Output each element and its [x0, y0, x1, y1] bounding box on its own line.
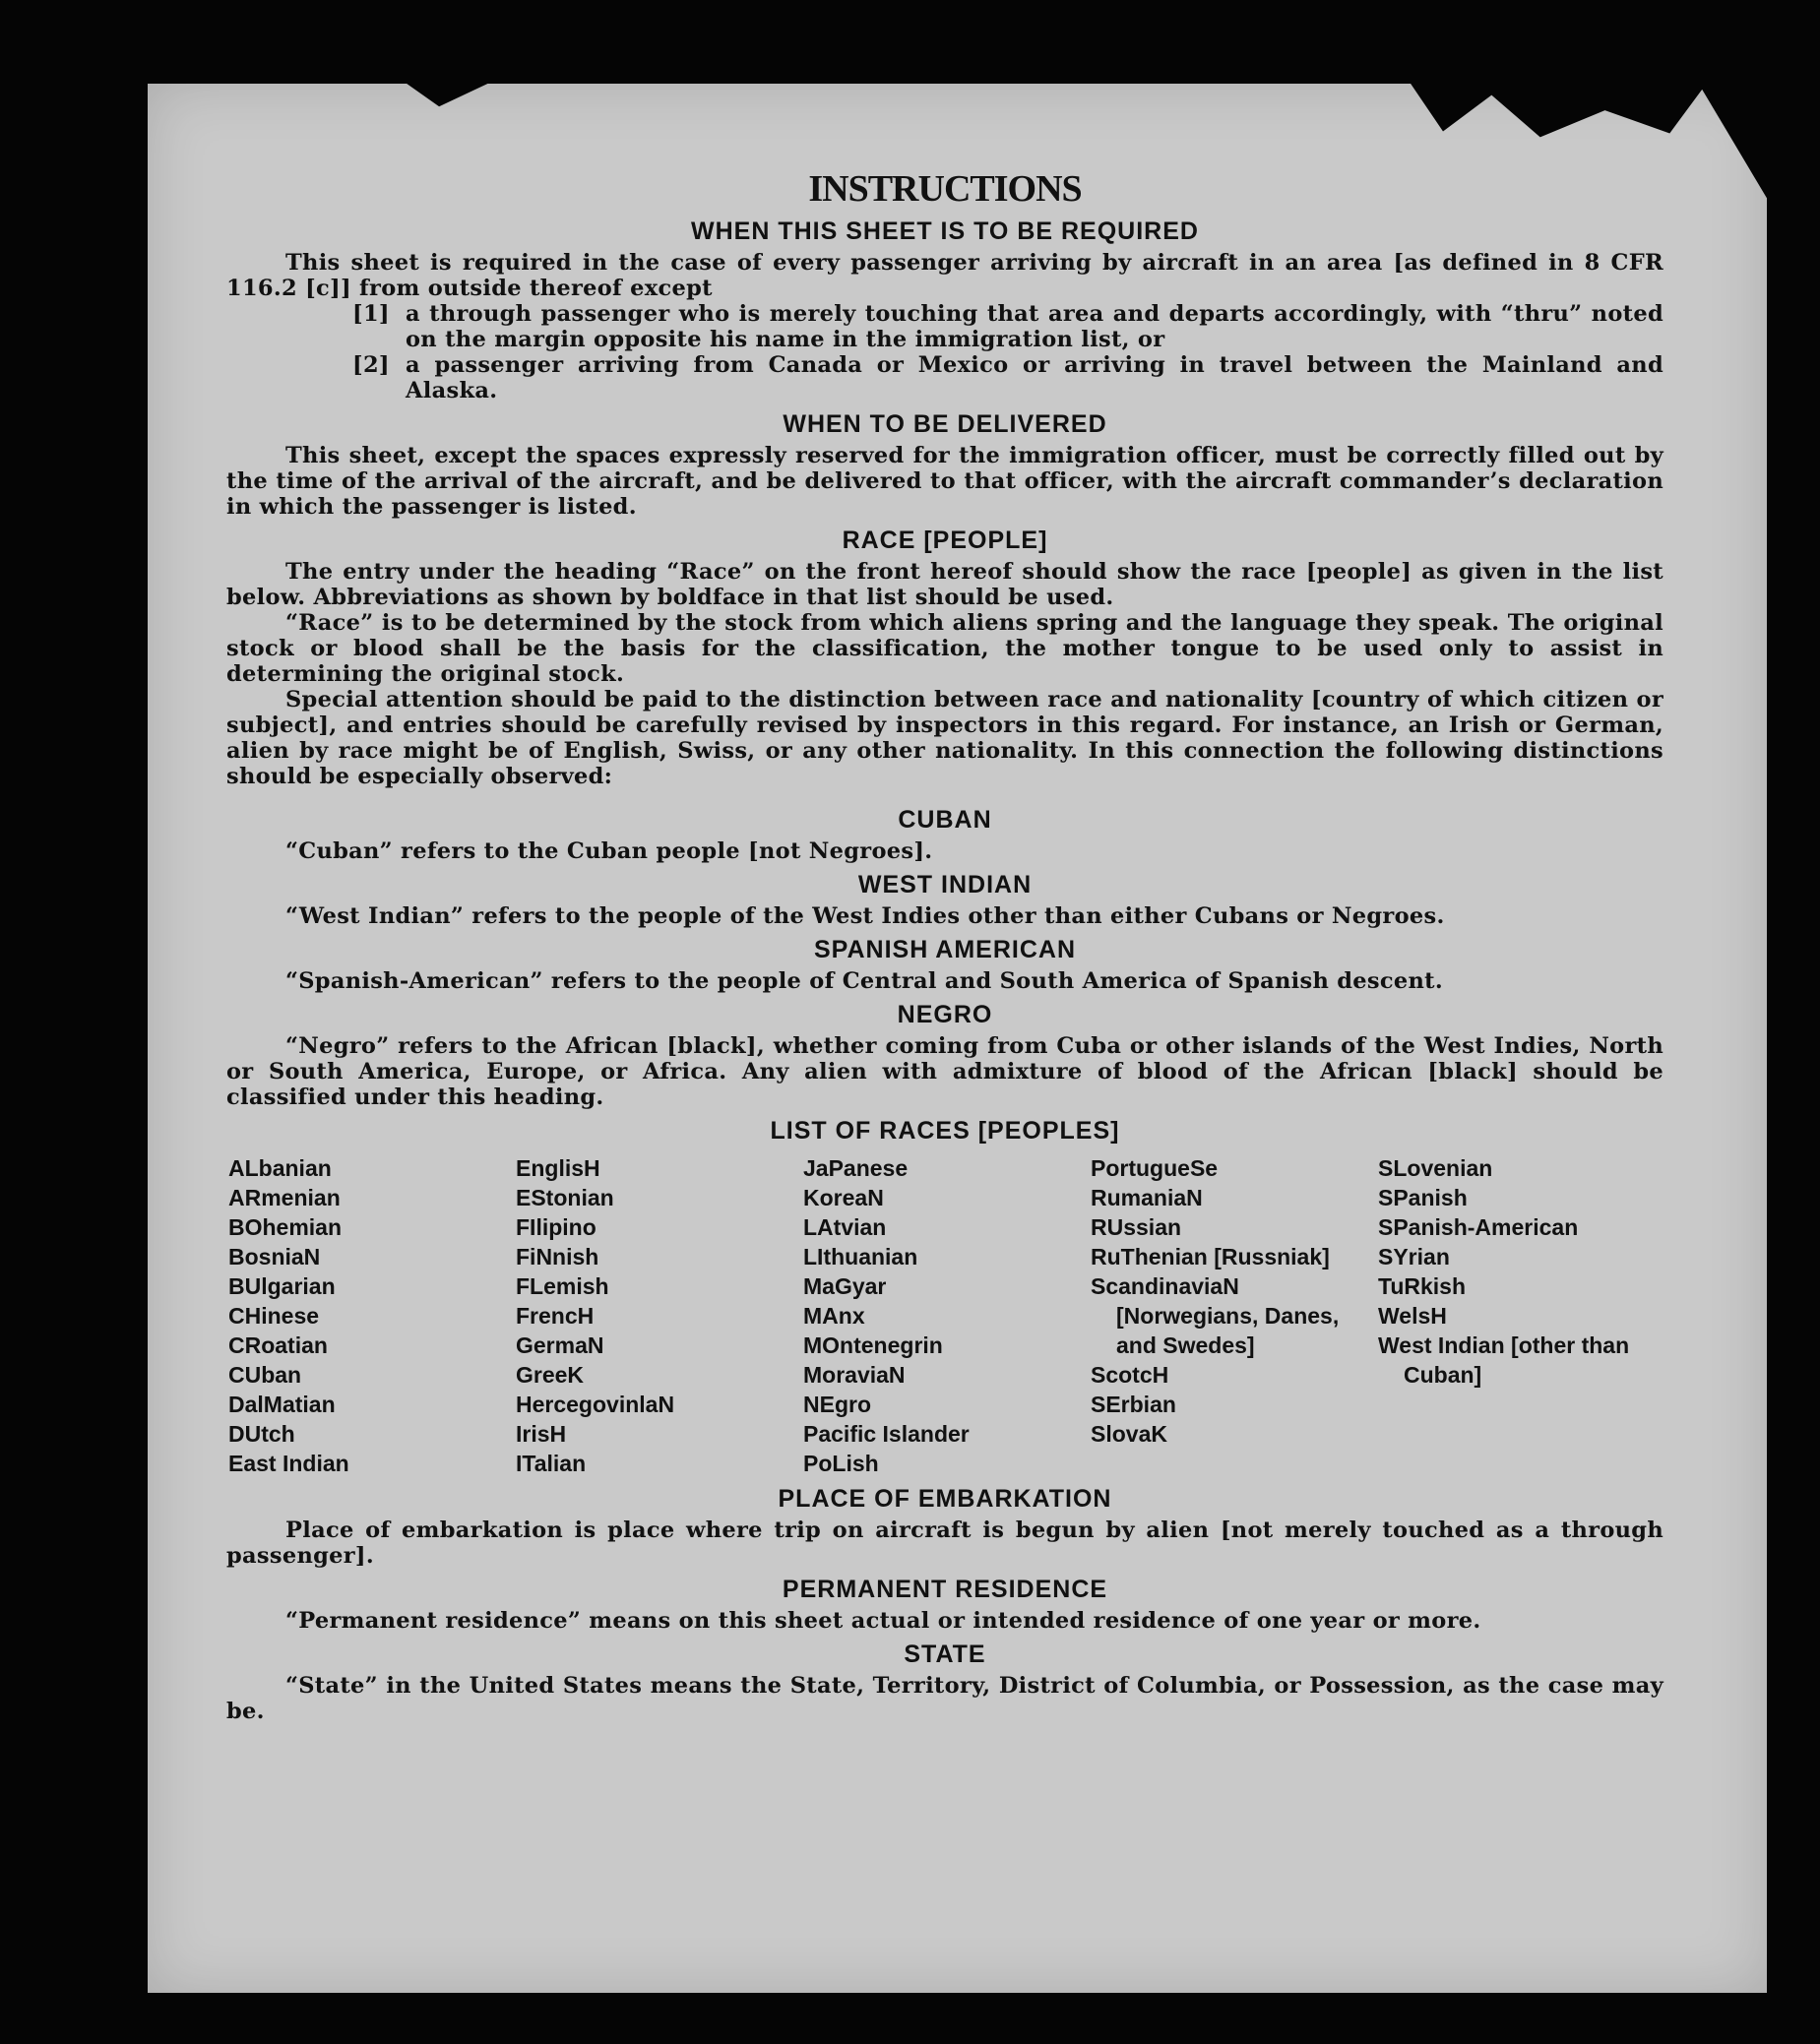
- heading-when-required: WHEN THIS SHEET IS TO BE REQUIRED: [691, 217, 1199, 245]
- race-entry: HercegovinlaN: [516, 1392, 675, 1417]
- race-entry: SPanish: [1378, 1185, 1468, 1210]
- race-entry: FiNnish: [516, 1244, 599, 1270]
- heading-when-delivered: WHEN TO BE DELIVERED: [783, 410, 1107, 438]
- race-entry: LIthuanian: [803, 1244, 918, 1270]
- heading-permanent-residence: PERMANENT RESIDENCE: [782, 1576, 1108, 1603]
- race-entry: BosniaN: [228, 1244, 321, 1270]
- exception-number: [1]: [352, 301, 390, 327]
- race-entry: ARmenian: [228, 1185, 341, 1210]
- race-entry: JaPanese: [803, 1155, 909, 1181]
- heading-west-indian: WEST INDIAN: [857, 871, 1033, 898]
- race-entry: MoraviaN: [803, 1362, 906, 1388]
- paragraph-when-required: This sheet is required in the case of every passenger arriving by aircraft in an area [as defined in 8 CFR 116.2 [c]] from outside thereof except: [226, 250, 1663, 301]
- paragraph-spanish-american: “Spanish-American” refers to the people of Central and South America of Spanish descent.: [285, 968, 1443, 994]
- paragraph-place-of-embarkation: Place of embarkation is place where trip on aircraft is begun by alien [not merely touched as a through passenger].: [226, 1518, 1663, 1569]
- race-entry: RUssian: [1091, 1214, 1182, 1240]
- race-entry: EnglisH: [516, 1155, 600, 1181]
- exception-text: a passenger arriving from Canada or Mexico or arriving in travel between the Mainland and Alaska.: [406, 352, 1663, 403]
- race-entry: SErbian: [1091, 1392, 1176, 1417]
- heading-state: STATE: [904, 1641, 986, 1668]
- paragraph-race-1: The entry under the heading “Race” on the front hereof should show the race [people] as given in the list below. Abbreviations as shown by boldface in that list should be used.: [226, 559, 1663, 610]
- race-entry: EStonian: [516, 1185, 614, 1210]
- race-entry: West Indian [other than Cuban]: [1378, 1332, 1630, 1388]
- heading-place-of-embarkation: PLACE OF EMBARKATION: [778, 1485, 1112, 1513]
- race-entry: CHinese: [228, 1303, 320, 1329]
- race-entry: CUban: [228, 1362, 302, 1388]
- race-entry: RuThenian [Russniak]: [1091, 1244, 1330, 1270]
- race-entry: WelsH: [1378, 1303, 1447, 1329]
- race-entry: PoLish: [803, 1451, 879, 1476]
- paragraph-state: “State” in the United States means the State, Territory, District of Columbia, or Possession, as the case may be.: [226, 1673, 1663, 1724]
- race-entry: GermaN: [516, 1332, 604, 1358]
- race-entry: BUlgarian: [228, 1273, 336, 1299]
- paragraph-race-3: Special attention should be paid to the distinction between race and nationality [country of which citizen or subject], and entries should be carefully revised by inspectors in this regard. For instance, an Irish or German, alien by race might be of English, Swiss, or any other nationality. In this connection the following distinctions should be especially observed:: [226, 687, 1663, 789]
- race-column: [803, 1153, 1091, 1478]
- paragraph-negro: “Negro” refers to the African [black], whether coming from Cuba or other islands of the West Indies, North or South America, Europe, or Africa. Any alien with admixture of blood of the African [black] should be classified under this heading.: [226, 1033, 1663, 1110]
- race-entry: SlovaK: [1091, 1421, 1167, 1447]
- paragraph-race-2: “Race” is to be determined by the stock from which aliens spring and the language they speak. The original stock or blood shall be the basis for the classification, the mother tongue to be used only to assist in determining the original stock.: [226, 610, 1663, 687]
- heading-cuban: CUBAN: [898, 806, 992, 834]
- race-entry: FIlipino: [516, 1214, 596, 1240]
- exception-item: [352, 301, 1663, 352]
- heading-list-of-races: LIST OF RACES [PEOPLES]: [770, 1117, 1120, 1145]
- race-entry: MaGyar: [803, 1273, 887, 1299]
- race-entry: East Indian: [228, 1451, 349, 1476]
- race-entry: CRoatian: [228, 1332, 328, 1358]
- race-entry: ALbanian: [228, 1155, 332, 1181]
- paragraph-when-delivered: This sheet, except the spaces expressly reserved for the immigration officer, must be correctly filled out by the time of the arrival of the aircraft, and be delivered to that officer, with the aircraft commander’s declaration in which the passenger is listed.: [226, 443, 1663, 520]
- race-entry: SYrian: [1378, 1244, 1450, 1270]
- race-entry: SPanish-American: [1378, 1214, 1579, 1240]
- race-column: [228, 1153, 516, 1478]
- exception-number: [2]: [352, 352, 390, 378]
- race-entry: DUtch: [228, 1421, 295, 1447]
- race-entry: MOntenegrin: [803, 1332, 943, 1358]
- race-entry: ScotcH: [1091, 1362, 1169, 1388]
- exception-text: a through passenger who is merely touching that area and departs accordingly, with “thru” noted on the margin opposite his name in the immigration list, or: [406, 301, 1663, 352]
- race-entry: IrisH: [516, 1421, 567, 1447]
- race-entry: TuRkish: [1378, 1273, 1467, 1299]
- race-entry: NEgro: [803, 1392, 871, 1417]
- page-title: INSTRUCTIONS: [808, 168, 1082, 210]
- exception-item: [352, 352, 1663, 403]
- race-column: [1091, 1153, 1378, 1478]
- race-entry: DalMatian: [228, 1392, 336, 1417]
- instructions-content: [226, 167, 1663, 1724]
- race-entry: FrencH: [516, 1303, 595, 1329]
- race-entry: LAtvian: [803, 1214, 887, 1240]
- exception-list: [352, 301, 1663, 403]
- race-entry: KoreaN: [803, 1185, 884, 1210]
- race-column: [516, 1153, 803, 1478]
- race-entry: RumaniaN: [1091, 1185, 1203, 1210]
- paragraph-cuban: “Cuban” refers to the Cuban people [not Negroes].: [285, 838, 933, 864]
- race-entry: MAnx: [803, 1303, 865, 1329]
- race-entry: PortugueSe: [1091, 1155, 1219, 1181]
- race-entry: Pacific Islander: [803, 1421, 970, 1447]
- heading-race: RACE [PEOPLE]: [842, 526, 1048, 554]
- race-entry: ScandinaviaN [Norwegians, Danes, and Swedes]: [1091, 1273, 1340, 1358]
- race-list: [228, 1153, 1663, 1478]
- race-entry: FLemish: [516, 1273, 609, 1299]
- race-entry: BOhemian: [228, 1214, 343, 1240]
- heading-spanish-american: SPANISH AMERICAN: [813, 936, 1076, 963]
- race-column: [1378, 1153, 1665, 1478]
- paragraph-permanent-residence: “Permanent residence” means on this sheet actual or intended residence of one year or more.: [285, 1608, 1481, 1634]
- paragraph-west-indian: “West Indian” refers to the people of the West Indies other than either Cubans or Negroes.: [285, 903, 1445, 929]
- race-entry: ITalian: [516, 1451, 587, 1476]
- heading-negro: NEGRO: [897, 1001, 993, 1028]
- race-entry: GreeK: [516, 1362, 585, 1388]
- race-entry: SLovenian: [1378, 1155, 1493, 1181]
